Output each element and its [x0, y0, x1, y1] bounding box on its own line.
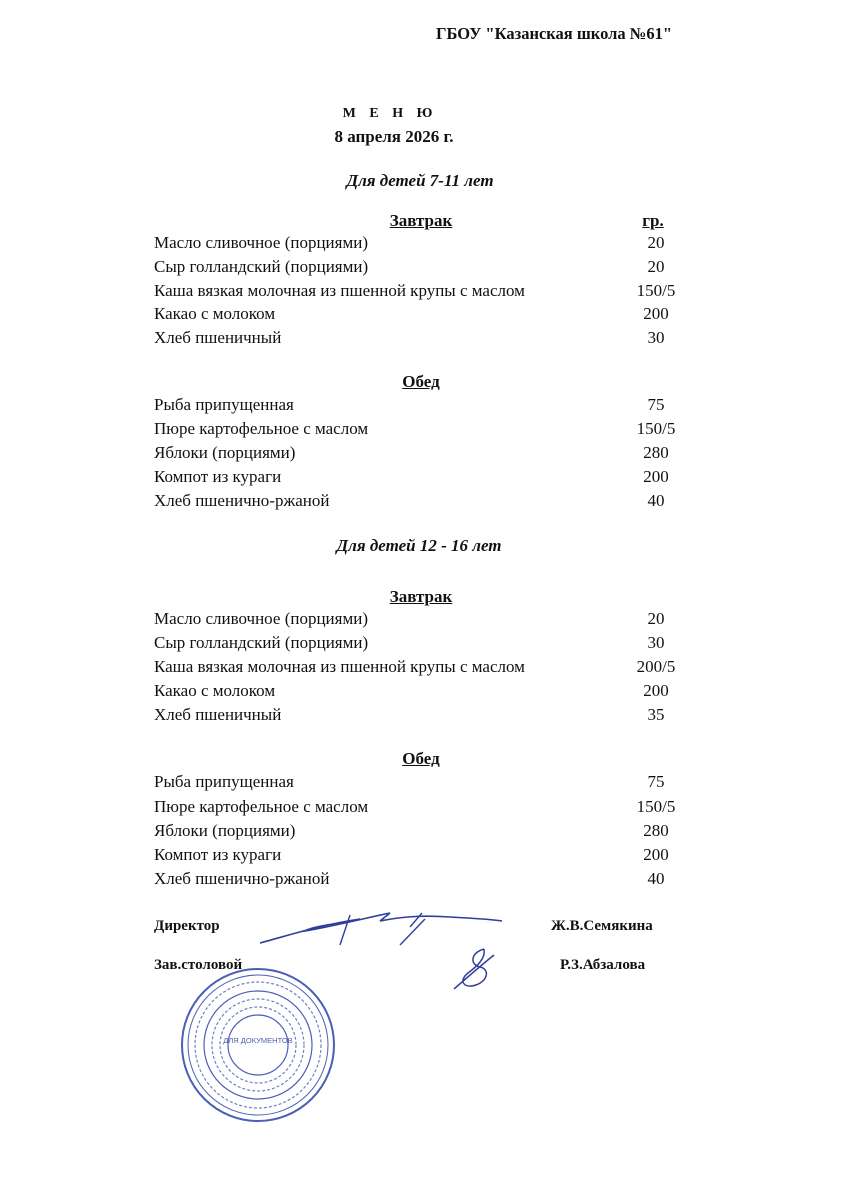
canteen-signature: [440, 945, 500, 995]
menu-row: [154, 869, 694, 893]
age-group-7-11: Для детей 7-11 лет: [346, 171, 494, 190]
dish-name: Рыба припущенная: [154, 772, 294, 791]
dish-qty: 30: [647, 633, 665, 652]
dish-name: Какао с молоком: [154, 681, 276, 700]
breakfast-heading-1: Завтрак: [389, 211, 453, 230]
dish-name: Хлеб пшенично-ржаной: [154, 869, 330, 888]
dish-qty: 40: [647, 491, 665, 510]
director-signature: [250, 905, 510, 950]
dish-name: Яблоки (порциями): [154, 821, 296, 840]
director-role: Директор: [154, 918, 220, 934]
dish-name: Хлеб пшенично-ржаной: [154, 491, 330, 510]
menu-date: 8 апреля 2026 г.: [334, 127, 454, 146]
dish-name: Каша вязкая молочная из пшенной крупы с маслом: [154, 281, 525, 300]
dish-qty: 200: [643, 845, 669, 864]
menu-title: М Е Н Ю: [342, 106, 438, 121]
dish-name: Пюре картофельное с маслом: [154, 797, 369, 816]
dish-qty: 200: [643, 681, 669, 700]
dish-name: Сыр голландский (порциями): [154, 257, 369, 276]
dish-name: Хлеб пшеничный: [154, 328, 282, 347]
dish-name: Сыр голландский (порциями): [154, 633, 369, 652]
breakfast-heading-2: Завтрак: [389, 587, 453, 606]
school-name: ГБОУ "Казанская школа №61": [436, 24, 672, 43]
menu-row: [154, 233, 694, 257]
stamp-text: ДЛЯ ДОКУМЕНТОВ: [223, 1036, 293, 1045]
menu-row: [154, 772, 694, 796]
dish-qty: 20: [647, 233, 665, 252]
dish-qty: 20: [647, 257, 665, 276]
menu-row: [154, 797, 694, 821]
unit-header: гр.: [642, 211, 664, 230]
menu-row: [154, 657, 694, 681]
menu-row: [154, 395, 694, 419]
dish-name: Масло сливочное (порциями): [154, 233, 368, 252]
canteen-role: Зав.столовой: [154, 957, 243, 973]
dish-qty: 150/5: [636, 797, 676, 816]
menu-row: [154, 328, 694, 352]
dish-name: Компот из кураги: [154, 845, 282, 864]
menu-row: [154, 443, 694, 467]
dish-qty: 200: [643, 304, 669, 323]
dish-name: Масло сливочное (порциями): [154, 609, 368, 628]
lunch-heading-2: Обед: [402, 749, 440, 768]
director-name: Ж.В.Семякина: [551, 918, 653, 934]
menu-row: [154, 304, 694, 328]
menu-row: [154, 705, 694, 729]
dish-name: Пюре картофельное с маслом: [154, 419, 369, 438]
dish-name: Рыба припущенная: [154, 395, 294, 414]
dish-qty: 200: [643, 467, 669, 486]
menu-row: [154, 821, 694, 845]
menu-row: [154, 419, 694, 443]
menu-row: [154, 491, 694, 515]
dish-qty: 280: [643, 821, 669, 840]
dish-qty: 35: [647, 705, 665, 724]
dish-qty: 30: [647, 328, 665, 347]
menu-row: [154, 845, 694, 869]
dish-name: Компот из кураги: [154, 467, 282, 486]
dish-qty: 75: [647, 395, 665, 414]
dish-name: Яблоки (порциями): [154, 443, 296, 462]
official-stamp: [178, 965, 338, 1125]
dish-qty: 280: [643, 443, 669, 462]
dish-qty: 75: [647, 772, 665, 791]
dish-qty: 40: [647, 869, 665, 888]
menu-row: [154, 681, 694, 705]
dish-qty: 150/5: [636, 419, 676, 438]
menu-row: [154, 281, 694, 305]
menu-row: [154, 633, 694, 657]
dish-name: Какао с молоком: [154, 304, 276, 323]
menu-row: [154, 609, 694, 633]
dish-qty: 200/5: [636, 657, 676, 676]
canteen-name: Р.З.Абзалова: [560, 957, 646, 973]
lunch-heading-1: Обед: [402, 372, 440, 391]
dish-name: Каша вязкая молочная из пшенной крупы с маслом: [154, 657, 525, 676]
menu-row: [154, 257, 694, 281]
dish-name: Хлеб пшеничный: [154, 705, 282, 724]
dish-qty: 20: [647, 609, 665, 628]
dish-qty: 150/5: [636, 281, 676, 300]
menu-row: [154, 467, 694, 491]
age-group-12-16: Для детей 12 - 16 лет: [336, 536, 502, 555]
